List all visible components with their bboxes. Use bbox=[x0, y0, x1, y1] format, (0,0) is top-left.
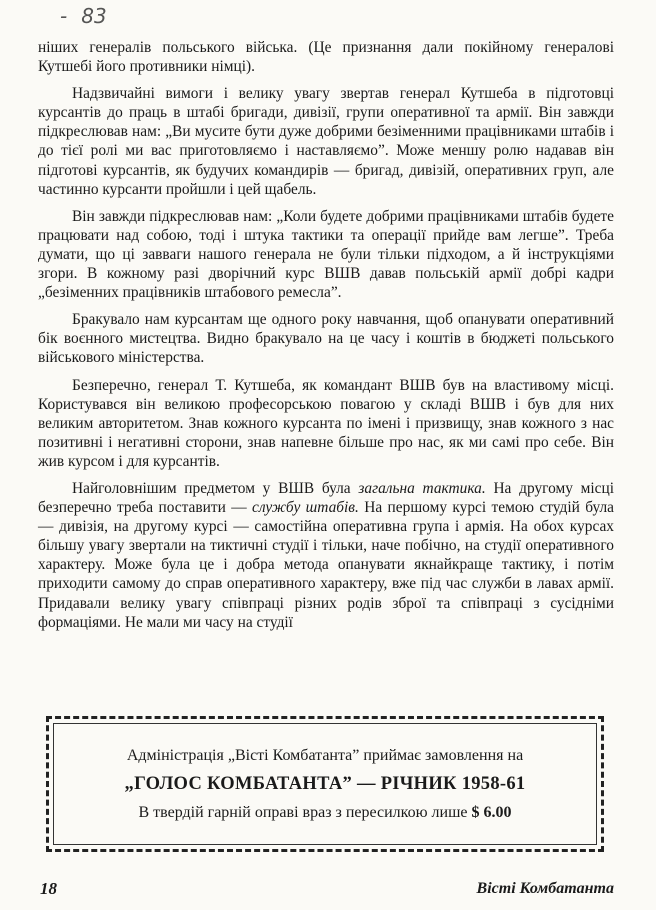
paragraph-5: Безперечно, генерал Т. Кутшеба, як командант ВШВ був на властивому місці. Користувався він великою професорською повагою у складі ВШВ і був для них великим авторитетом. Знав кожного курсанта по імені і призвищу, знав кожного з нас позитивні і негативні сторони, знав напевне більше про нас, як ми самі про себе. Він жив курсом і для курсантів. bbox=[38, 376, 614, 470]
ad-offer bbox=[138, 804, 511, 822]
advertisement-box bbox=[46, 716, 604, 852]
paragraph-2: Надзвичайні вимоги і велику увагу звертав генерал Кутшеба в підготовці курсантів до праць в штабі бригади, дивізії, групи оперативної та армії. Він завжди підкреслював нам: „Ви мусите бути дуже добрими безіменними працівниками штабів і до тієї ролі ми вас приготовляємо і наставляємо”. Може меншу ролю надавав він підготові курсантів, як будучих командирів — бригад, дивізій, оперативних груп, але частинно курсанти пройшли і цей щабель. bbox=[38, 85, 614, 198]
paragraph-6-text-c: На першому курсі темою студій була — дивізія, на другому курсі — самостійна оперативна група і армія. На обох курсах більшу увагу звертали на тиктичні студії і тільки, наче побічно, на студії оперативного характеру. Може була це і добра метода опанувати якнайкраще тактику, і потім приходити самому до справ оперативного характеру, вже під час служби в лавах армії. Придавали велику увагу співпраці різних родів зброї та співпраці з сусідніми формаціями. Не мали ми часу на студії bbox=[38, 499, 614, 631]
emphasis-general-tactics: загальна тактика. bbox=[358, 479, 486, 497]
advertisement-inner bbox=[53, 723, 597, 845]
paragraph-3: Він завжди підкреслював нам: „Коли будете добрими працівниками штабів будете працювати над собою, тоді і штука тактики та операції прийде вам легше”. Треба думати, що ці завваги нашого генерала не були тільки підходом, а й інструкціями згори. В кожному разі дворічний курс ВШВ давав польській армії добрі кадри „безіменних працівників штабового ремесла”. bbox=[38, 207, 614, 302]
paragraph-6-text-b: На другому місці безперечно треба поставити — bbox=[38, 479, 614, 517]
paragraph-4: Бракувало нам курсантам ще одного року навчання, щоб опанувати оперативний бік воєнного мистецтва. Видно бракувало на це часу і коштів в бюджеті польського військового міністерства. bbox=[38, 311, 614, 367]
ad-price: $ 6.00 bbox=[471, 803, 512, 821]
ad-offer-text: В твердій гарній оправі враз з пересилкою лише bbox=[138, 803, 468, 821]
journal-name: Вісті Комбатанта bbox=[476, 880, 614, 897]
ad-intro: Адміністрація „Вісті Комбатанта” приймає замовлення на bbox=[126, 746, 524, 764]
article-body bbox=[38, 38, 614, 640]
page-number: 18 bbox=[40, 879, 57, 898]
handwritten-number: 83 bbox=[81, 4, 107, 28]
paragraph-6-text-a: Найголовнішим предметом у ВШВ була bbox=[72, 479, 359, 497]
ad-title: „ГОЛОС КОМБАТАНТА” — РІЧНИК 1958-61 bbox=[124, 773, 526, 794]
handwritten-dash: - bbox=[60, 4, 68, 28]
paragraph-6 bbox=[38, 479, 614, 632]
paragraph-1: ніших генералів польського війська. (Це признання дали покійному генералові Кутшебі його противники німці). bbox=[38, 39, 614, 76]
handwritten-page-mark bbox=[60, 4, 107, 28]
emphasis-staff-service: службу штабів. bbox=[252, 499, 359, 517]
